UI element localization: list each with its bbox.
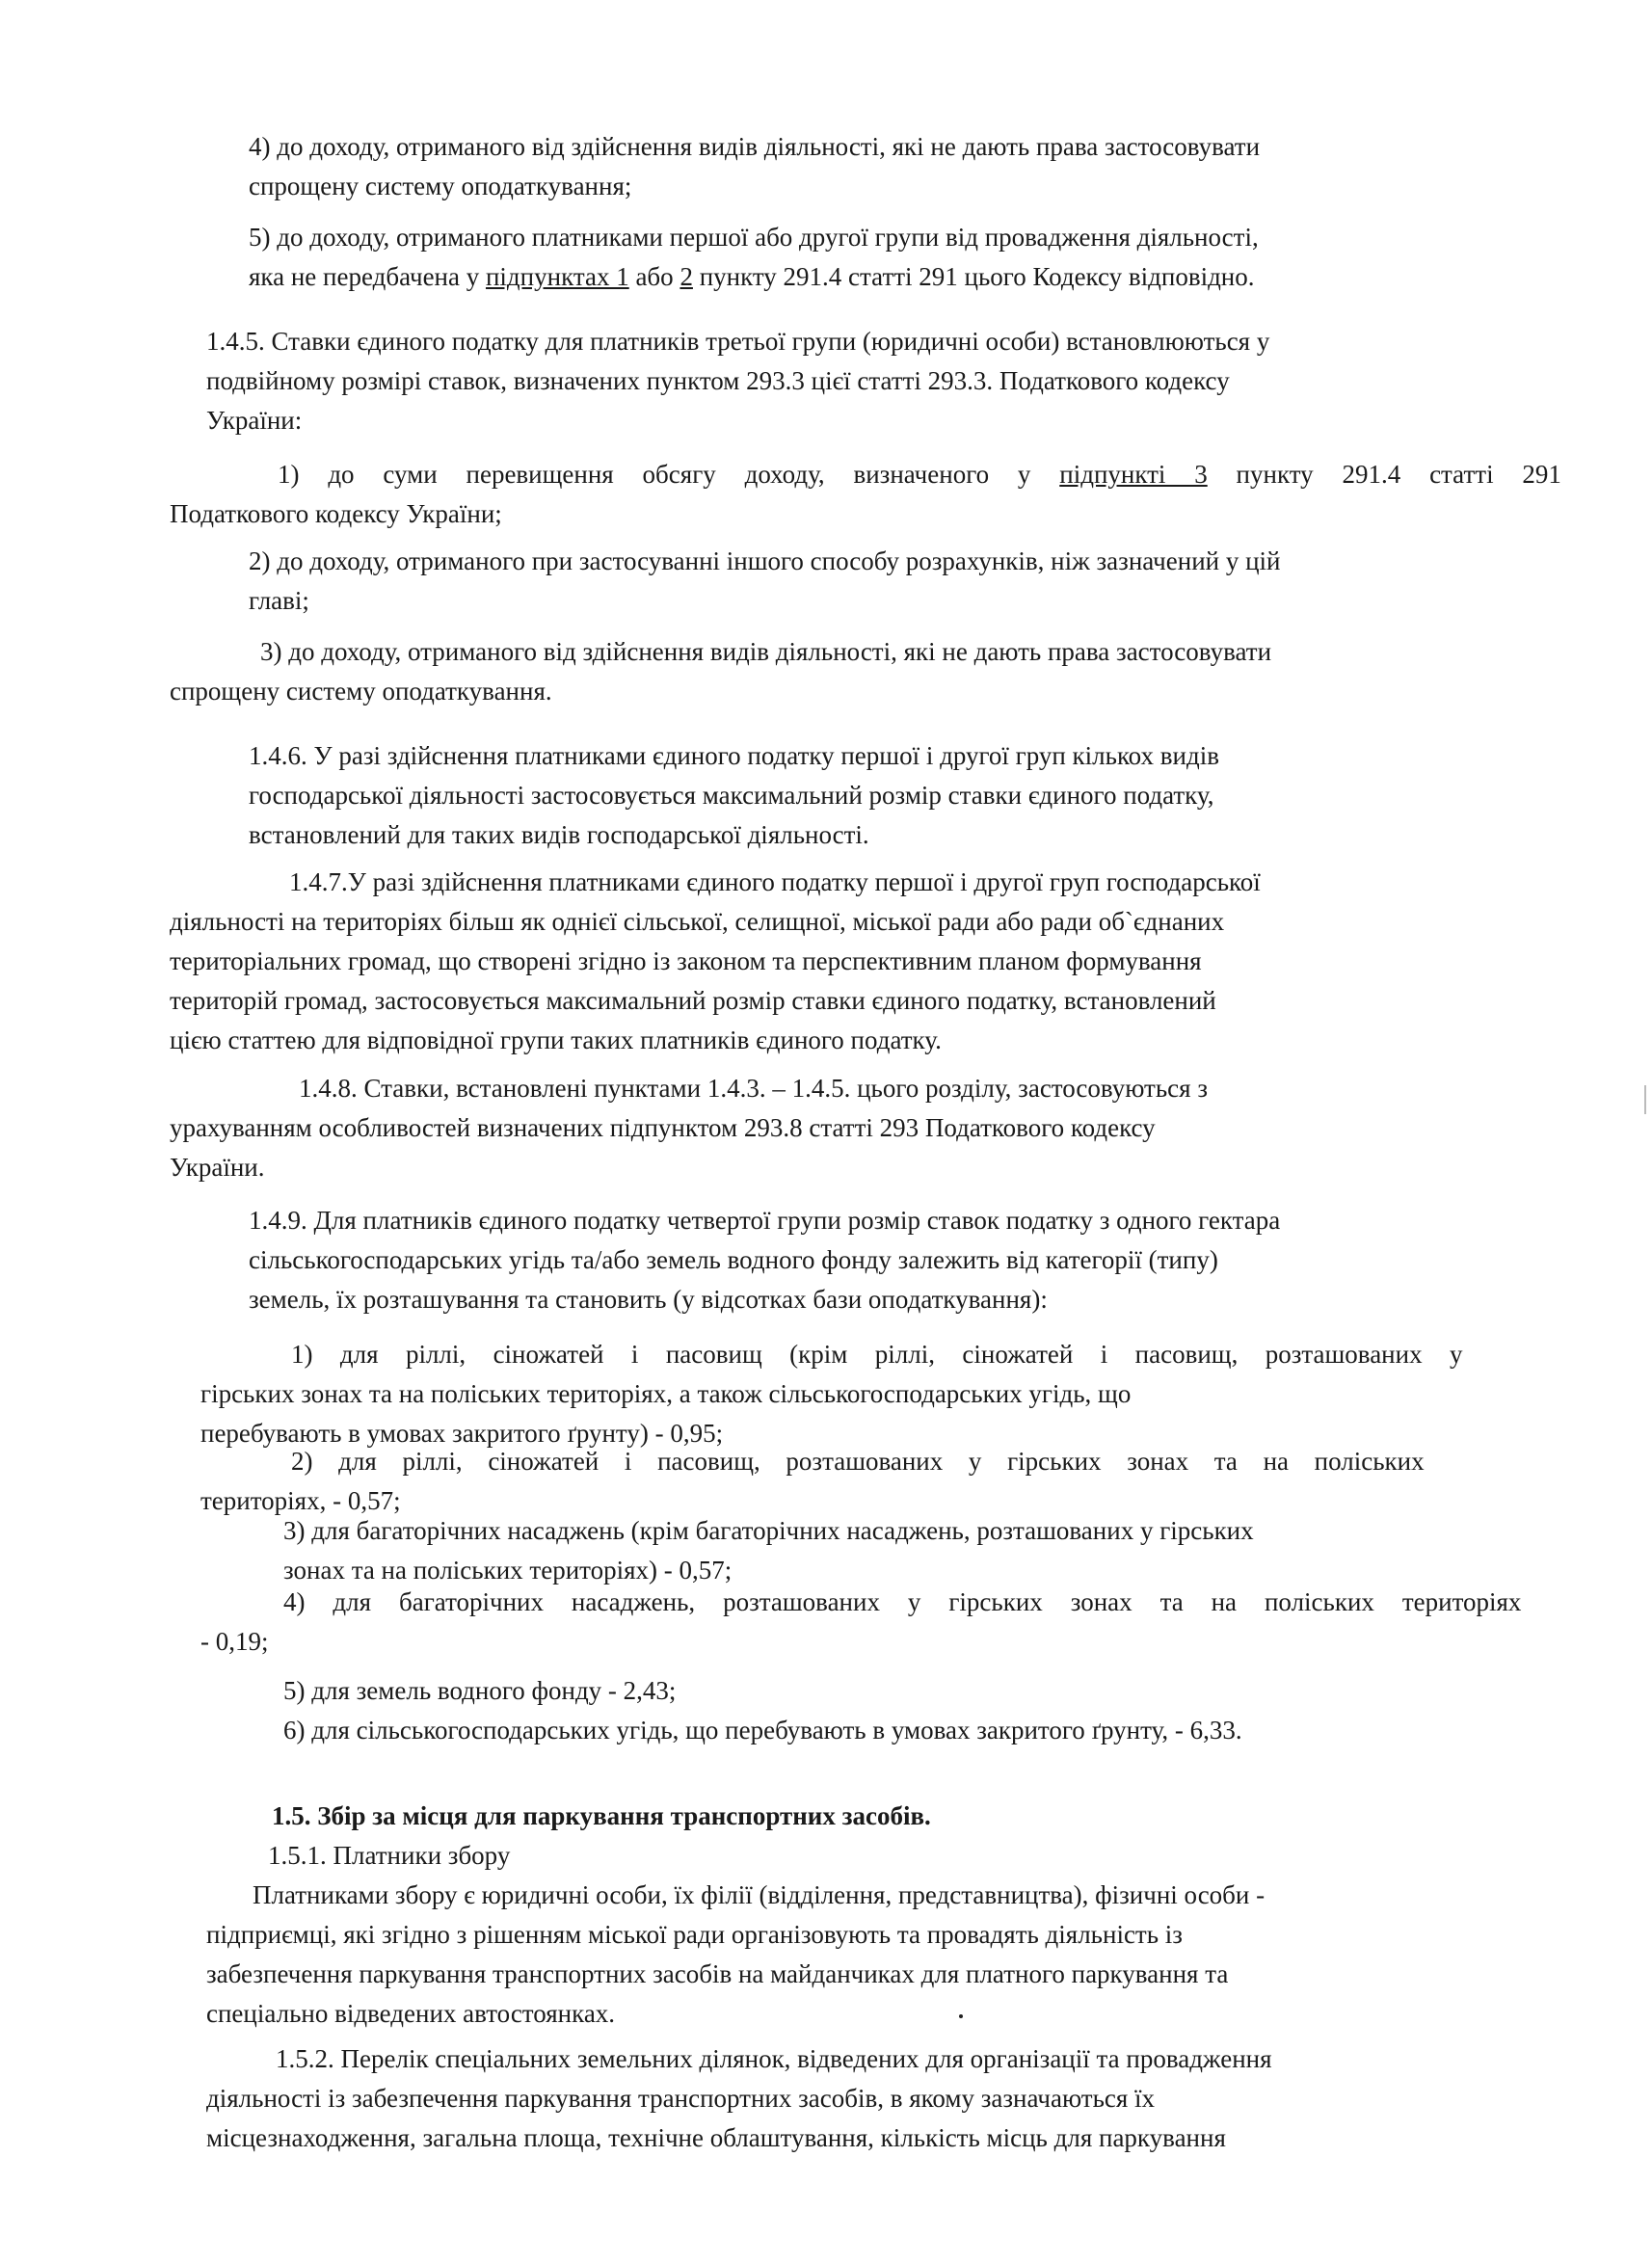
text-line: 1.5.1. Платники збору xyxy=(268,1841,511,1870)
paragraph xyxy=(249,218,1559,297)
paragraph xyxy=(200,1442,1425,1521)
text-line: спрощену систему оподаткування. xyxy=(170,677,552,706)
paragraph xyxy=(200,1335,1463,1453)
text-line: України: xyxy=(206,406,303,435)
text-line: 5) до доходу, отриманого платниками першої або другої групи від провадження діяльності, xyxy=(249,223,1259,252)
text-line: Платниками збору є юридичні особи, їх філії (відділення, представництва), фізичні особи - xyxy=(253,1880,1266,1909)
text-line: 1.4.9. Для платників єдиного податку четвертої групи розмір ставок податку з одного гектара xyxy=(249,1206,1281,1235)
paragraph xyxy=(283,1711,1488,1750)
text-line: урахуванням особливостей визначених підпунктом 293.8 статті 293 Податкового кодексу xyxy=(170,1113,1156,1142)
paragraph xyxy=(268,1836,846,1876)
text-line: діяльності із забезпечення паркування транспортних засобів, в якому зазначаються їх xyxy=(206,2084,1156,2113)
paragraph xyxy=(170,863,1561,1060)
paragraph xyxy=(200,1583,1521,1662)
paragraph xyxy=(249,542,1559,621)
text-line: перебувають в умовах закритого ґрунту) - 0,95; xyxy=(200,1419,724,1448)
text-line: сільськогосподарських угідь та/або земель водного фонду залежить від категорії (типу) xyxy=(249,1245,1218,1274)
text-line: господарської діяльності застосовується максимальний розмір ставки єдиного податку, xyxy=(249,781,1214,810)
text-line: 4) до доходу, отриманого від здійснення видів діяльності, які не дають права застосовувати xyxy=(249,132,1261,161)
text-line: земель, їх розташування та становить (у відсотках бази оподаткування): xyxy=(249,1285,1048,1314)
text-line: Податкового кодексу України; xyxy=(170,499,502,528)
text-line: 4) для багаторічних насаджень, розташованих у гірських зонах та на поліських територіях xyxy=(283,1587,1522,1616)
text-line: територій громад, застосовується максимальний розмір ставки єдиного податку, встановлений xyxy=(170,986,1216,1015)
paragraph xyxy=(249,127,1559,206)
paragraph xyxy=(170,455,1561,534)
text-line: 3) до доходу, отриманого від здійснення видів діяльності, які не дають права застосовувати xyxy=(260,637,1272,666)
text-line: 6) для сільськогосподарських угідь, що перебувають в умовах закритого ґрунту, - 6,33. xyxy=(283,1716,1242,1745)
paragraph xyxy=(206,322,1559,440)
text-line: 3) для багаторічних насаджень (крім багаторічних насаджень, розташованих у гірських xyxy=(283,1516,1254,1545)
text-line: зонах та на поліських територіях) - 0,57; xyxy=(283,1556,733,1585)
text-line: територіальних громад, що створені згідно із законом та перспективним планом формування xyxy=(170,946,1202,975)
paragraph xyxy=(249,1201,1559,1319)
text-line: територіях, - 0,57; xyxy=(200,1486,401,1515)
paragraph xyxy=(170,1069,1561,1187)
text-line: цією статтею для відповідної групи таких платників єдиного податку. xyxy=(170,1025,942,1054)
text-line: 1.5.2. Перелік спеціальних земельних ділянок, відведених для організації та провадження xyxy=(276,2044,1272,2073)
paragraph xyxy=(283,1511,1488,1590)
text-line: встановлений для таких видів господарської діяльності. xyxy=(249,820,869,849)
text-line: місцезнаходження, загальна площа, технічне облаштування, кількість місць для паркування xyxy=(206,2123,1226,2152)
scan-margin-mark xyxy=(1644,1085,1646,1114)
text-line: 1.4.8. Ставки, встановлені пунктами 1.4.3. – 1.4.5. цього розділу, застосовуються з xyxy=(299,1074,1208,1103)
text-line: яка не передбачена у підпунктах 1 або 2 пункту 291.4 статті 291 цього Кодексу відповідно. xyxy=(249,262,1255,291)
text-line: 5) для земель водного фонду - 2,43; xyxy=(283,1676,677,1705)
text-line: підприємці, які згідно з рішенням міської ради організовують та провадять діяльність із xyxy=(206,1920,1183,1949)
scan-speck xyxy=(959,2014,963,2018)
text-line: 2) для ріллі, сіножатей і пасовищ, розташованих у гірських зонах та на поліських xyxy=(291,1447,1425,1476)
text-line: 1.4.5. Ставки єдиного податку для платників третьої групи (юридичні особи) встановлюються у xyxy=(206,327,1270,356)
text-line: України. xyxy=(170,1153,265,1182)
text-line: главі; xyxy=(249,586,309,615)
text-line: спеціально відведених автостоянках. xyxy=(206,1999,616,2028)
text-line: 1.4.7.У разі здійснення платниками єдиного податку першої і другої груп господарської xyxy=(289,867,1261,896)
text-line: - 0,19; xyxy=(200,1627,269,1656)
paragraph xyxy=(170,632,1561,711)
text-line: 1.5. Збір за місця для паркування транспортних засобів. xyxy=(272,1801,931,1830)
text-line: подвійному розмірі ставок, визначених пунктом 293.3 цієї статті 293.3. Податкового кодексу xyxy=(206,366,1230,395)
text-line: 1) для ріллі, сіножатей і пасовищ (крім ріллі, сіножатей і пасовищ, розташованих у xyxy=(291,1340,1463,1369)
text-line: гірських зонах та на поліських територіях, а також сільськогосподарських угідь, що xyxy=(200,1379,1132,1408)
paragraph xyxy=(283,1671,1054,1711)
paragraph xyxy=(206,1876,1559,2034)
section-heading xyxy=(272,1797,1428,1836)
paragraph xyxy=(249,736,1559,855)
text-line: 1) до суми перевищення обсягу доходу, визначеного у підпункті 3 пункту 291.4 статті 291 xyxy=(278,460,1561,489)
text-line: 1.4.6. У разі здійснення платниками єдиного податку першої і другої груп кількох видів xyxy=(249,741,1219,770)
text-line: забезпечення паркування транспортних засобів на майданчиках для платного паркування та xyxy=(206,1959,1229,1988)
text-line: діяльності на територіях більш як однієї сільської, селищної, міської ради або ради об`єднаних xyxy=(170,907,1225,936)
text-line: 2) до доходу, отриманого при застосуванні іншого способу розрахунків, ніж зазначений у цій xyxy=(249,546,1281,575)
paragraph xyxy=(206,2039,1559,2158)
text-line: спрощену систему оподаткування; xyxy=(249,172,632,200)
